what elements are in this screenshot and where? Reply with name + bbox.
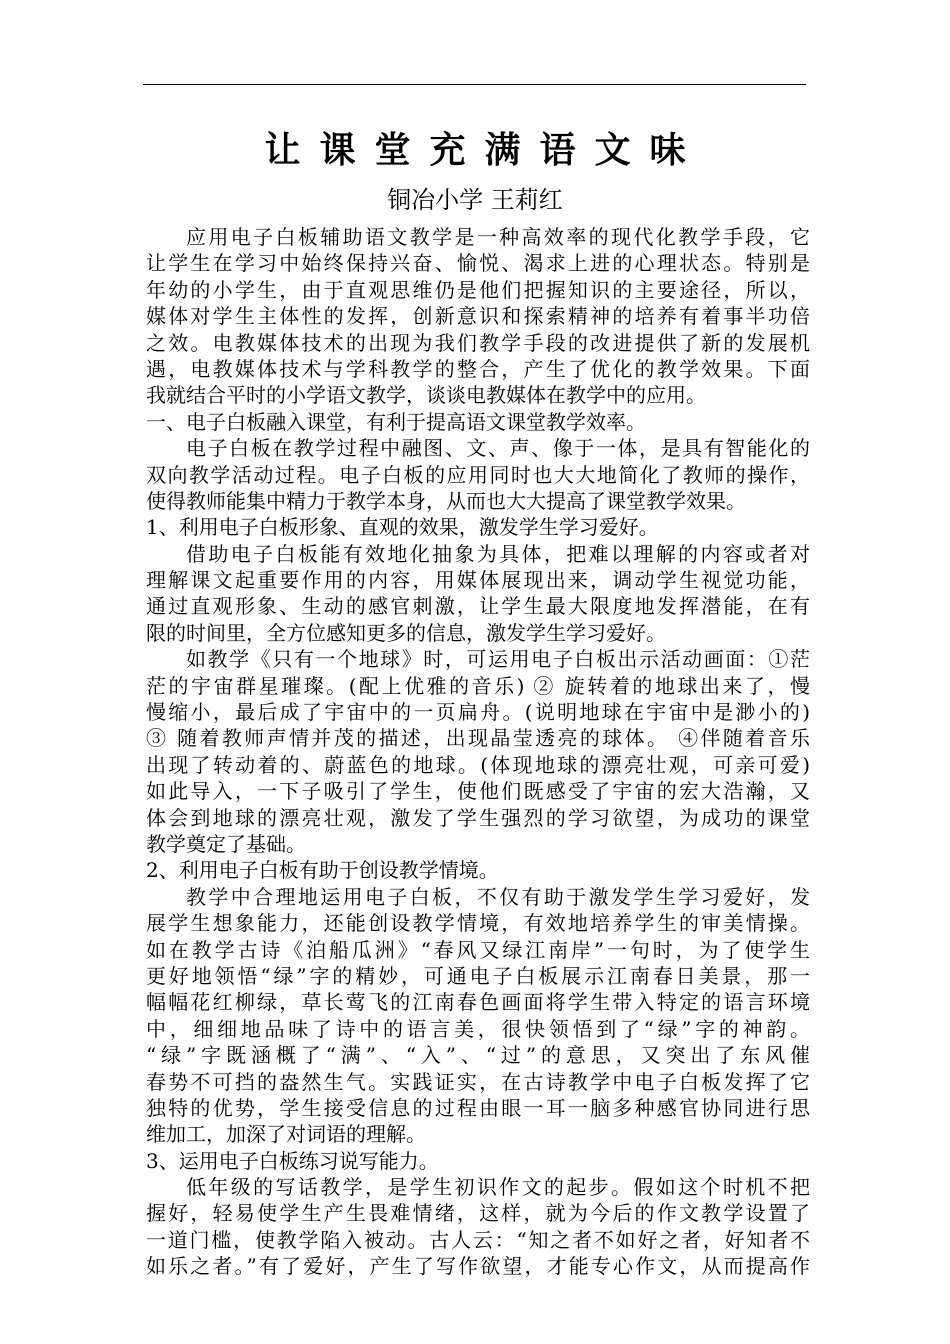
body-line: 独特的优势，学生接受信息的过程由眼一耳一脑多种感官协同进行思 — [146, 1095, 810, 1120]
body-line: 体会到地球的漂亮壮观，激发了学生强烈的学习欲望，为成功的课堂 — [146, 805, 810, 830]
article-body — [146, 224, 810, 1280]
body-line: 让学生在学习中始终保持兴奋、愉悦、渴求上进的心理状态。特别是 — [146, 251, 810, 276]
body-line: 媒体对学生主体性的发挥，创新意识和探索精神的培养有着事半功倍 — [146, 304, 810, 329]
body-line: 应用电子白板辅助语文教学是一种高效率的现代化教学手段，它 — [186, 225, 810, 249]
body-line: 更好地领悟“绿”字的精妙，可通电子白板展示江南春日美景，那一 — [146, 963, 810, 988]
body-line: 维加工，加深了对词语的理解。 — [146, 1122, 426, 1147]
subsection-heading: 2、利用电子白板有助于创设教学情境。 — [146, 858, 499, 883]
body-line: 限的时间里，全方位感知更多的信息，激发学生学习爱好。 — [146, 620, 666, 645]
subsection-heading: 3、运用电子白板练习说写能力。 — [146, 1148, 439, 1173]
body-line: 中，细细地品味了诗中的语言美，很快领悟到了“绿”字的神韵。 — [146, 1016, 810, 1041]
body-line: 教学奠定了基础。 — [146, 831, 306, 856]
subsection-heading: 1、利用电子白板形象、直观的效果，激发学生学习爱好。 — [146, 515, 659, 540]
body-line: 理解课文起重要作用的内容，用媒体展现出来，调动学生视觉功能， — [146, 568, 810, 593]
header-rule — [143, 84, 806, 85]
body-line: 借助电子白板能有效地化抽象为具体，把难以理解的内容或者对 — [186, 541, 810, 566]
article-title: 让课堂充满语文味 — [264, 130, 705, 171]
body-line: “绿”字既涵概了“满”、“入”、“过”的意思，又突出了东风催 — [146, 1043, 810, 1068]
body-line: 展学生想象能力，还能创设教学情境，有效地培养学生的审美情操。 — [146, 911, 810, 936]
body-line: 如教学《只有一个地球》时，可运用电子白板出示活动画面：①茫 — [186, 647, 810, 672]
body-line: 我就结合平时的小学语文教学，谈谈电教媒体在教学中的应用。 — [146, 383, 706, 408]
body-line: 如乐之者。”有了爱好，产生了写作欲望，才能专心作文，从而提高作 — [146, 1254, 810, 1279]
body-line: 遇，电教媒体技术与学科教学的整合，产生了优化的教学效果。下面 — [146, 356, 810, 381]
author-byline: 铜冶小学 王莉红 — [387, 186, 563, 214]
body-line: 如在教学古诗《泊船瓜洲》“春风又绿江南岸”一句时，为了使学生 — [146, 937, 810, 962]
body-line: 双向教学活动过程。电子白板的应用同时也大大地简化了教师的操作， — [146, 462, 810, 487]
body-line: 教学中合理地运用电子白板，不仅有助于激发学生学习爱好，发 — [186, 884, 810, 909]
body-line: 茫的宇宙群星璀璨。(配上优雅的音乐) ② 旋转着的地球出来了，慢 — [146, 673, 810, 698]
body-line: 一道门槛，使教学陷入被动。古人云：“知之者不如好之者，好知者不 — [146, 1227, 810, 1252]
body-line: 低年级的写话教学，是学生初识作文的起步。假如这个时机不把 — [186, 1175, 810, 1200]
body-line: ③ 随着教师声情并茂的描述，出现晶莹透亮的球体。 ④伴随着音乐 — [146, 726, 810, 751]
body-line: 幅幅花红柳绿，草长莺飞的江南春色画面将学生带入特定的语言环境 — [146, 990, 810, 1015]
body-line: 如此导入，一下子吸引了学生，使他们既感受了宇宙的宏大浩瀚，又 — [146, 779, 810, 804]
body-line: 电子白板在教学过程中融图、文、声、像于一体，是具有智能化的 — [186, 436, 810, 461]
body-line: 使得教师能集中精力于教学本身，从而也大大提高了课堂教学效果。 — [146, 488, 746, 513]
body-line: 之效。电教媒体技术的出现为我们教学手段的改进提供了新的发展机 — [146, 330, 810, 355]
body-line: 春势不可挡的盎然生气。实践证实，在古诗教学中电子白板发挥了它 — [146, 1069, 810, 1094]
body-line: 慢缩小，最后成了宇宙中的一页扁舟。(说明地球在宇宙中是渺小的) — [146, 700, 810, 725]
body-line: 握好，轻易使学生产生畏难情绪，这样，就为今后的作文教学设置了 — [146, 1201, 810, 1226]
body-line: 通过直观形象、生动的感官刺激，让学生最大限度地发挥潜能，在有 — [146, 594, 810, 619]
section-heading: 一、电子白板融入课堂，有利于提高语文课堂教学效率。 — [146, 409, 646, 434]
body-line: 年幼的小学生，由于直观思维仍是他们把握知识的主要途径，所以， — [146, 277, 810, 302]
body-line: 出现了转动着的、蔚蓝色的地球。(体现地球的漂亮壮观，可亲可爱) — [146, 752, 810, 777]
